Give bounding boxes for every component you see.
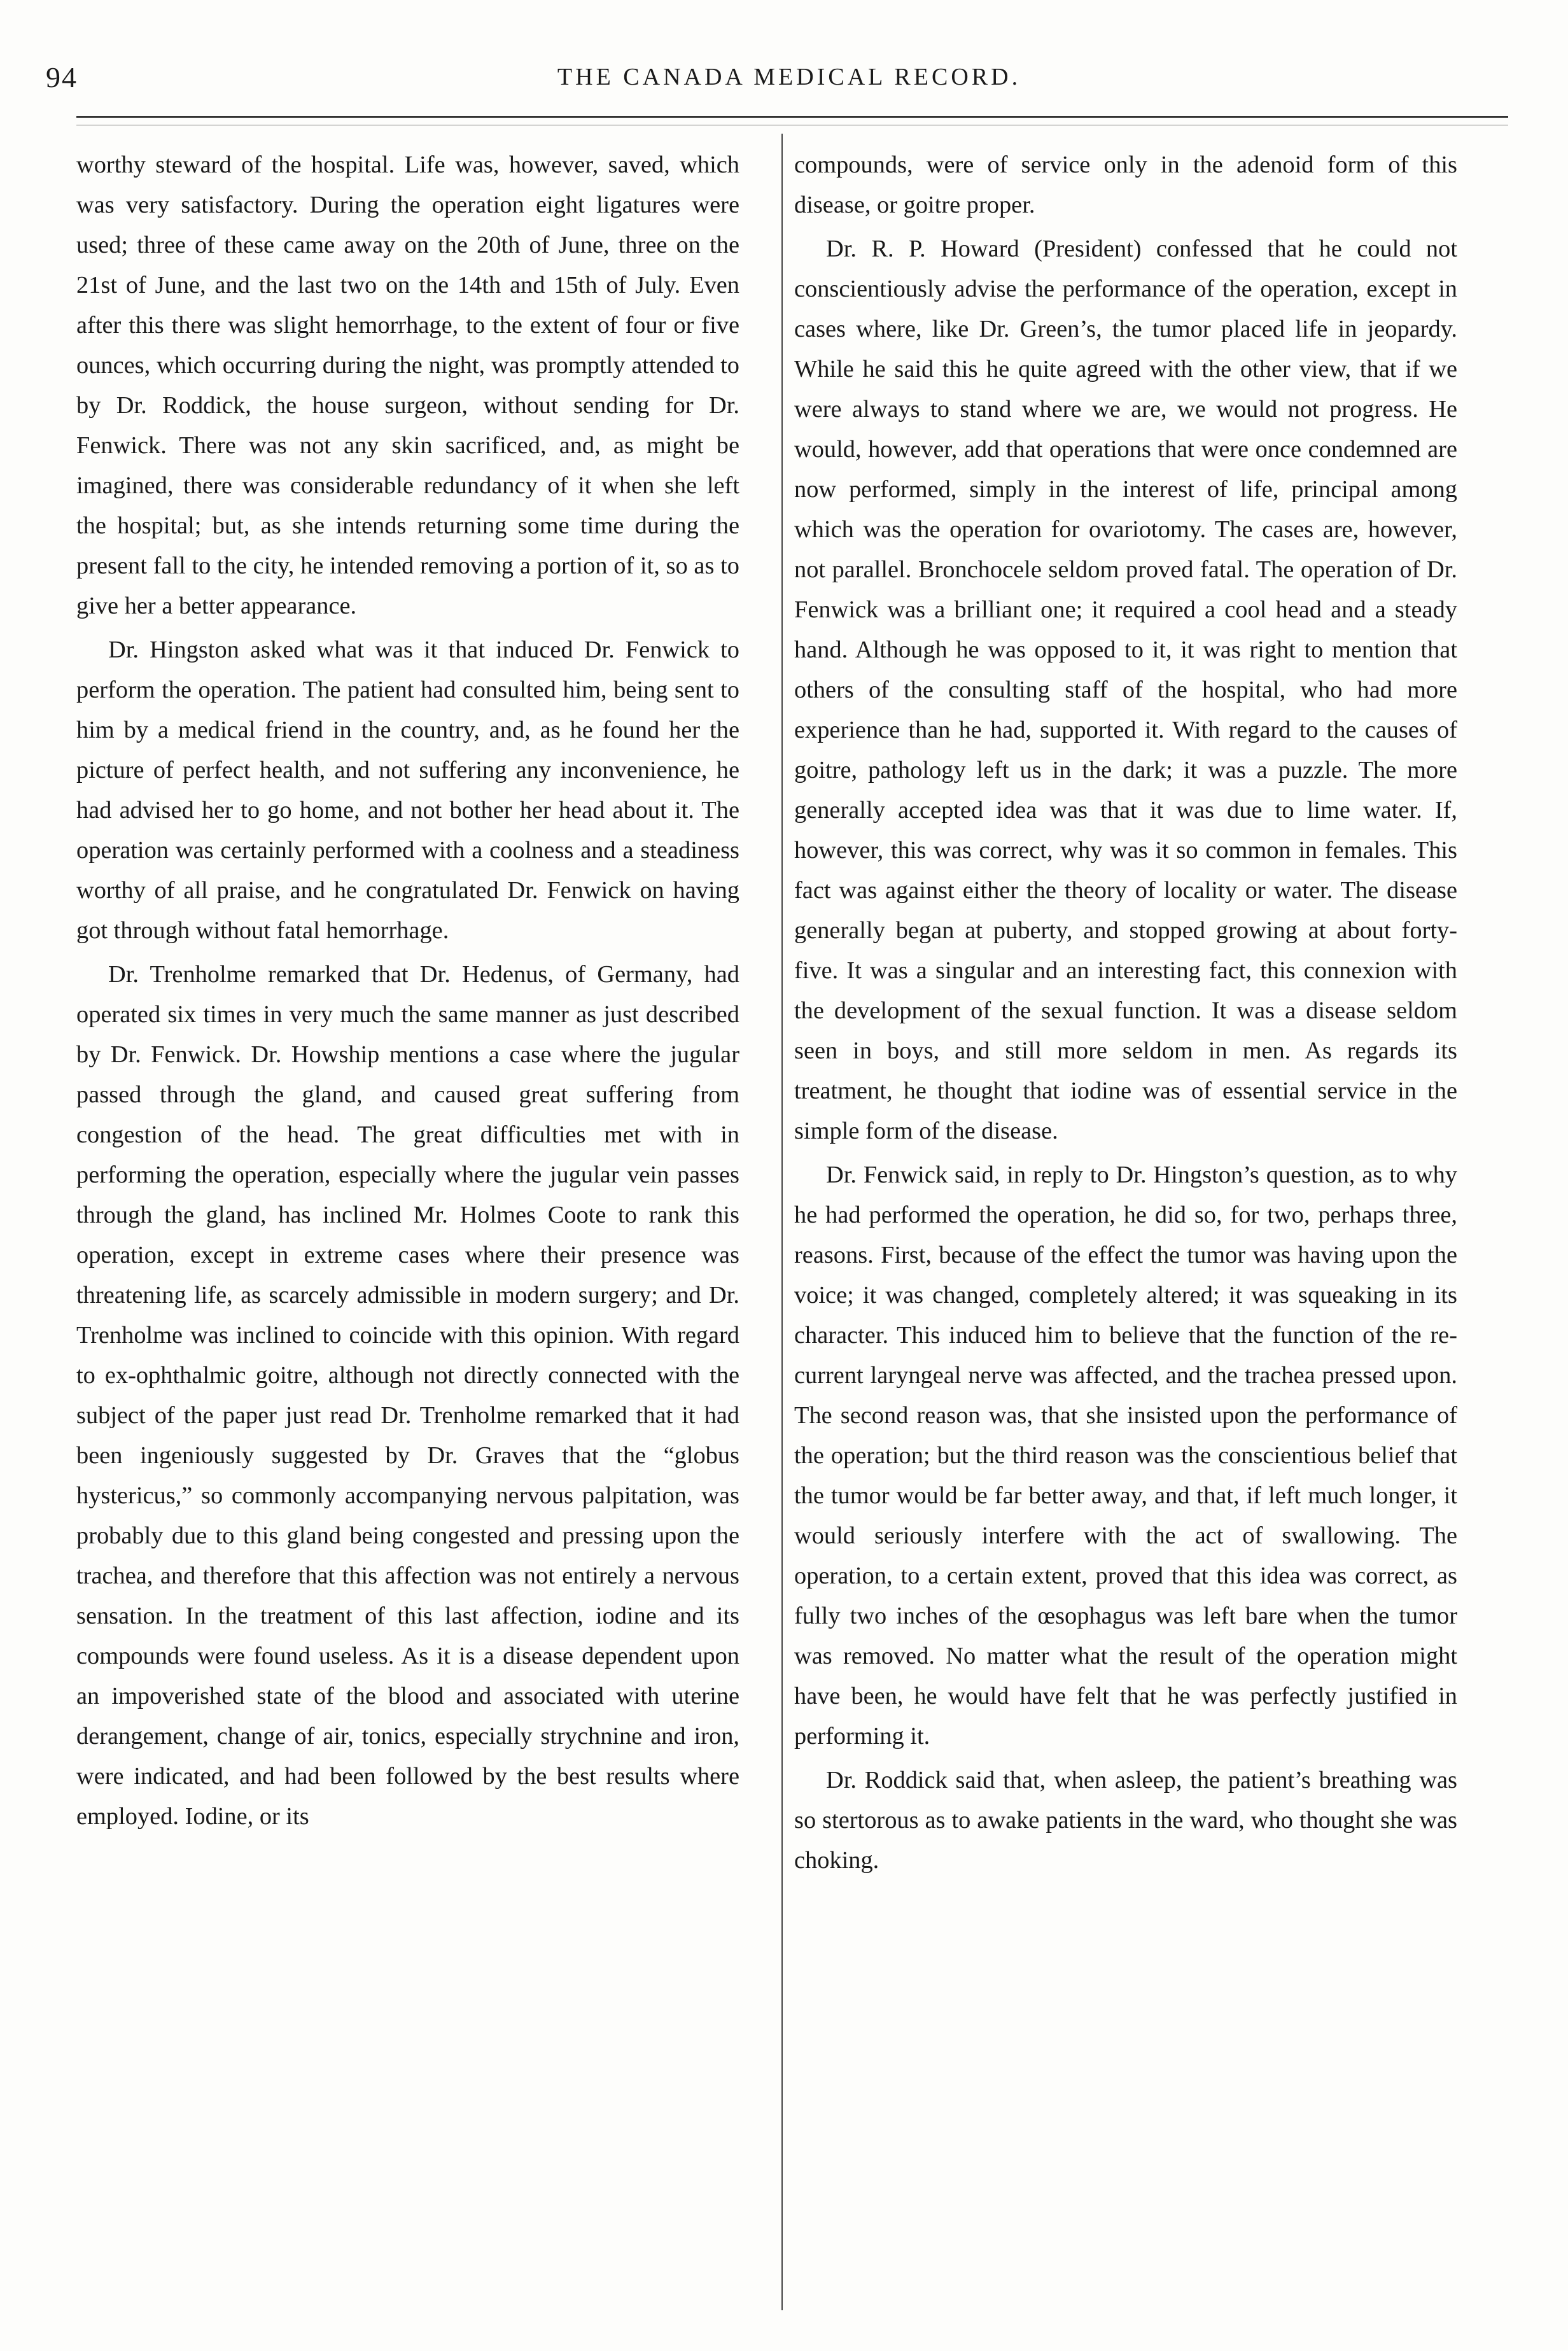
right-column <box>794 145 1457 1884</box>
paragraph: compounds, were of service only in the adenoid form of this disease, or goitre proper. <box>794 151 1457 218</box>
left-column <box>76 145 739 1841</box>
paragraph: Dr. R. P. Howard (President) confessed that he could not conscientiously advise the performance of the operation, except in cases where, like Dr. Green’s, the tumor placed life in jeopardy. While he said this he quite agreed with the other view, that if we were always to stand where we are, we would not progress. He would, however, add that operations that were once condemned are now performed, simply in the interest of life, principal among which was the operation for ovariotomy. The cases are, however, not parallel. Bronchocele seldom proved fatal. The operation of Dr. Fenwick was a brilliant one; it required a cool head and a steady hand. Although he was opposed to it, it was right to mention that others of the consulting staff of the hospital, who had more experience than he had, supported it. With regard to the causes of goitre, pathology left us in the dark; it was a puzzle. The more generally accepted idea was that it was due to lime water. If, however, this was correct, why was it so common in females. This fact was against either the theory of locality or water. The disease generally began at puberty, and stopped growing at about forty-five. It was a singular and an interesting fact, this connexion with the development of the sexual function. It was a disease seldom seen in boys, and still more seldom in men. As regards its treatment, he thought that iodine was of essential service in the simple form of the disease. <box>794 235 1457 1144</box>
paragraph: Dr. Fenwick said, in reply to Dr. Hingston’s question, as to why he had performed the operation, he did so, for two, perhaps three, reasons. First, because of the effect the tumor was having upon the voice; it was changed, completely altered; it was squeaking in its character. This induced him to believe that the function of the re-current laryngeal nerve was affected, and the trachea pressed upon. The second reason was, that she insisted upon the performance of the operation; but the third reason was the conscientious belief that the tumor would be far better away, and that, if left much longer, it would seriously interfere with the act of swallowing. The operation, to a certain extent, proved that this idea was correct, as fully two inches of the œsophagus was left bare when the tumor was removed. No matter what the result of the operation might have been, he would have felt that he was perfectly justified in performing it. <box>794 1161 1457 1750</box>
paragraph: Dr. Trenholme remarked that Dr. Hedenus, of Germany, had operated six times in very much the same manner as just described by Dr. Fenwick. Dr. Howship mentions a case where the jugular passed through the gland, and caused great suffering from congestion of the head. The great difficulties met with in performing the operation, especially where the jugular vein passes through the gland, has inclined Mr. Holmes Coote to rank this operation, except in extreme cases where their presence was threatening life, as scarcely admissible in modern surgery; and Dr. Trenholme was inclined to coincide with this opinion. With regard to ex-ophthalmic goitre, although not directly connected with the subject of the paper just read Dr. Trenholme remarked that it had been ingeniously suggested by Dr. Graves that the “globus hystericus,” so commonly accompanying nervous palpitation, was probably due to this gland being congested and pressing upon the trachea, and therefore that this affection was not entirely a nervous sensation. In the treatment of this last affection, iodine and its compounds were found useless. As it is a disease dependent upon an impoverished state of the blood and associated with uterine derangement, change of air, tonics, especially strychnine and iron, were indicated, and had been followed by the best results where employed. Iodine, or its <box>76 961 739 1830</box>
column-divider <box>781 134 783 2310</box>
page-header <box>38 60 1540 105</box>
page-number: 94 <box>46 61 78 94</box>
running-title: THE CANADA MEDICAL RECORD. <box>557 64 1021 90</box>
paragraph: worthy steward of the hospital. Life was, however, saved, which was very satisfactory. During the operation eight ligatures were used; three of these came away on the 20th of June, three on the 21st of June, and the last two on the 14th and 15th of July. Even after this there was slight hemorrhage, to the extent of four or five ounces, which occurring during the night, was promptly attended to by Dr. Roddick, the house surgeon, without sending for Dr. Fenwick. There was not any skin sacrificed, and, as might be imagined, there was considerable redundancy of it when she left the hospital; but, as she intends returning some time during the present fall to the city, he intended removing a portion of it, so as to give her a better appearance. <box>76 151 739 619</box>
paragraph: Dr. Hingston asked what was it that induced Dr. Fenwick to perform the operation. The patient had consulted him, being sent to him by a medical friend in the country, and, as he found her the picture of perfect health, and not suffering any inconvenience, he had advised her to go home, and not bother her head about it. The operation was certainly performed with a coolness and a steadiness worthy of all praise, and he congratulated Dr. Fenwick on having got through without fatal hemorrhage. <box>76 636 739 944</box>
paragraph: Dr. Roddick said that, when asleep, the patient’s breathing was so stertorous as to awake patients in the ward, who thought she was choking. <box>794 1767 1457 1874</box>
header-rule <box>76 116 1508 118</box>
